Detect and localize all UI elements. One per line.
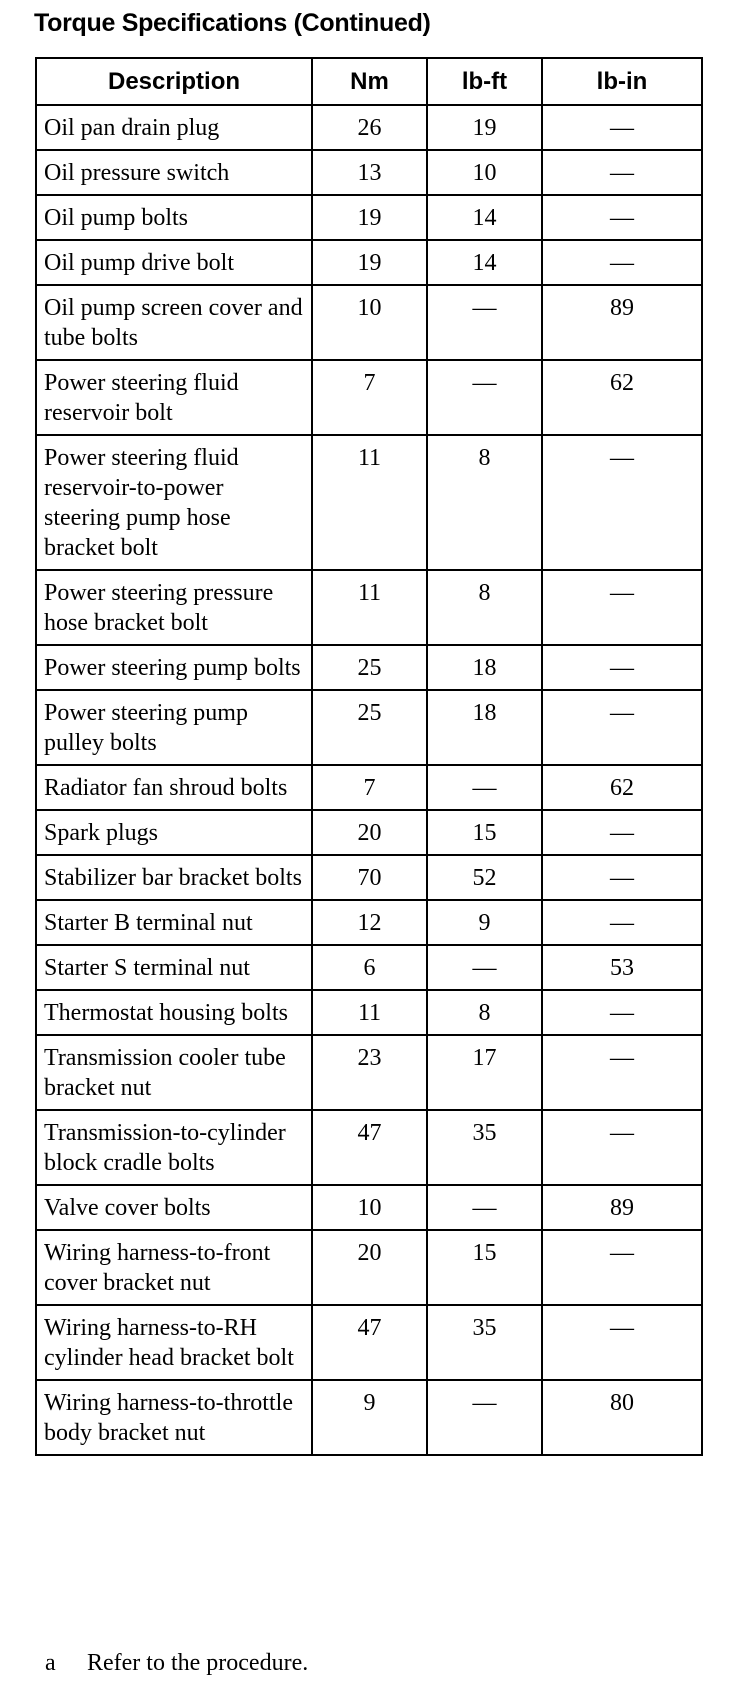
column-header-description: Description: [36, 58, 312, 105]
nm-cell: 11: [312, 570, 427, 645]
lb-ft-cell: 8: [427, 570, 542, 645]
table-row: [36, 645, 702, 690]
table-row: [36, 1110, 702, 1185]
nm-cell: 11: [312, 990, 427, 1035]
lb-in-cell: 53: [542, 945, 702, 990]
nm-cell: 10: [312, 1185, 427, 1230]
table-header-row: [36, 58, 702, 105]
page-title: Torque Specifications (Continued): [34, 9, 431, 37]
footnote-text: Refer to the procedure.: [87, 1650, 309, 1676]
lb-in-cell: —: [542, 810, 702, 855]
lb-in-cell: —: [542, 240, 702, 285]
lb-in-cell: —: [542, 645, 702, 690]
table-row: [36, 1230, 702, 1305]
lb-in-cell: —: [542, 690, 702, 765]
table-row: [36, 810, 702, 855]
lb-in-cell: —: [542, 435, 702, 570]
description-cell: Wiring harness-to-throttle body bracket nut: [36, 1380, 312, 1455]
description-cell: Wiring harness-to-front cover bracket nut: [36, 1230, 312, 1305]
table-row: [36, 360, 702, 435]
nm-cell: 47: [312, 1305, 427, 1380]
description-cell: Power steering fluid reservoir-to-power steering pump hose bracket bolt: [36, 435, 312, 570]
table-row: [36, 105, 702, 150]
lb-ft-cell: 15: [427, 810, 542, 855]
description-cell: Power steering fluid reservoir bolt: [36, 360, 312, 435]
description-cell: Starter S terminal nut: [36, 945, 312, 990]
lb-in-cell: —: [542, 1035, 702, 1110]
lb-in-cell: —: [542, 570, 702, 645]
lb-in-cell: 62: [542, 765, 702, 810]
description-cell: Power steering pressure hose bracket bolt: [36, 570, 312, 645]
lb-ft-cell: 10: [427, 150, 542, 195]
nm-cell: 9: [312, 1380, 427, 1455]
lb-ft-cell: 19: [427, 105, 542, 150]
lb-ft-cell: 8: [427, 435, 542, 570]
nm-cell: 19: [312, 240, 427, 285]
table-row: [36, 195, 702, 240]
lb-ft-cell: —: [427, 765, 542, 810]
column-header-lb-ft: lb-ft: [427, 58, 542, 105]
lb-in-cell: 89: [542, 1185, 702, 1230]
table-row: [36, 285, 702, 360]
torque-spec-table: [35, 57, 703, 1456]
lb-ft-cell: 9: [427, 900, 542, 945]
lb-in-cell: —: [542, 900, 702, 945]
nm-cell: 70: [312, 855, 427, 900]
lb-in-cell: 89: [542, 285, 702, 360]
column-header-lb-in: lb-in: [542, 58, 702, 105]
nm-cell: 11: [312, 435, 427, 570]
lb-in-cell: —: [542, 1110, 702, 1185]
description-cell: Power steering pump pulley bolts: [36, 690, 312, 765]
table-row: [36, 435, 702, 570]
lb-ft-cell: 14: [427, 195, 542, 240]
lb-ft-cell: —: [427, 360, 542, 435]
nm-cell: 23: [312, 1035, 427, 1110]
description-cell: Oil pump drive bolt: [36, 240, 312, 285]
description-cell: Oil pan drain plug: [36, 105, 312, 150]
column-header-nm: Nm: [312, 58, 427, 105]
description-cell: Power steering pump bolts: [36, 645, 312, 690]
footnote-marker: a: [45, 1650, 56, 1676]
nm-cell: 10: [312, 285, 427, 360]
description-cell: Oil pump bolts: [36, 195, 312, 240]
nm-cell: 12: [312, 900, 427, 945]
description-cell: Starter B terminal nut: [36, 900, 312, 945]
description-cell: Spark plugs: [36, 810, 312, 855]
description-cell: Oil pump screen cover and tube bolts: [36, 285, 312, 360]
lb-in-cell: —: [542, 150, 702, 195]
lb-ft-cell: —: [427, 945, 542, 990]
description-cell: Oil pressure switch: [36, 150, 312, 195]
description-cell: Transmission-to-cylinder block cradle bolts: [36, 1110, 312, 1185]
lb-ft-cell: 17: [427, 1035, 542, 1110]
nm-cell: 25: [312, 690, 427, 765]
table-row: [36, 855, 702, 900]
nm-cell: 7: [312, 765, 427, 810]
nm-cell: 47: [312, 1110, 427, 1185]
lb-ft-cell: 35: [427, 1305, 542, 1380]
lb-in-cell: 80: [542, 1380, 702, 1455]
table-row: [36, 990, 702, 1035]
description-cell: Valve cover bolts: [36, 1185, 312, 1230]
table-row: [36, 765, 702, 810]
table-row: [36, 570, 702, 645]
lb-ft-cell: 8: [427, 990, 542, 1035]
table-row: [36, 1380, 702, 1455]
nm-cell: 20: [312, 1230, 427, 1305]
table-row: [36, 1305, 702, 1380]
lb-ft-cell: —: [427, 1380, 542, 1455]
description-cell: Stabilizer bar bracket bolts: [36, 855, 312, 900]
footnote: [45, 1650, 308, 1677]
table-row: [36, 1035, 702, 1110]
nm-cell: 20: [312, 810, 427, 855]
nm-cell: 25: [312, 645, 427, 690]
lb-ft-cell: 15: [427, 1230, 542, 1305]
nm-cell: 13: [312, 150, 427, 195]
nm-cell: 26: [312, 105, 427, 150]
nm-cell: 6: [312, 945, 427, 990]
table-row: [36, 945, 702, 990]
description-cell: Radiator fan shroud bolts: [36, 765, 312, 810]
lb-ft-cell: 35: [427, 1110, 542, 1185]
lb-ft-cell: 18: [427, 690, 542, 765]
table-row: [36, 690, 702, 765]
table-row: [36, 150, 702, 195]
nm-cell: 7: [312, 360, 427, 435]
lb-ft-cell: —: [427, 1185, 542, 1230]
nm-cell: 19: [312, 195, 427, 240]
lb-in-cell: —: [542, 990, 702, 1035]
table-row: [36, 240, 702, 285]
lb-ft-cell: 14: [427, 240, 542, 285]
lb-ft-cell: 52: [427, 855, 542, 900]
lb-in-cell: —: [542, 1230, 702, 1305]
description-cell: Thermostat housing bolts: [36, 990, 312, 1035]
lb-in-cell: 62: [542, 360, 702, 435]
lb-ft-cell: —: [427, 285, 542, 360]
table-row: [36, 900, 702, 945]
description-cell: Transmission cooler tube bracket nut: [36, 1035, 312, 1110]
lb-in-cell: —: [542, 105, 702, 150]
table-row: [36, 1185, 702, 1230]
lb-ft-cell: 18: [427, 645, 542, 690]
description-cell: Wiring harness-to-RH cylinder head bracket bolt: [36, 1305, 312, 1380]
lb-in-cell: —: [542, 1305, 702, 1380]
lb-in-cell: —: [542, 855, 702, 900]
lb-in-cell: —: [542, 195, 702, 240]
